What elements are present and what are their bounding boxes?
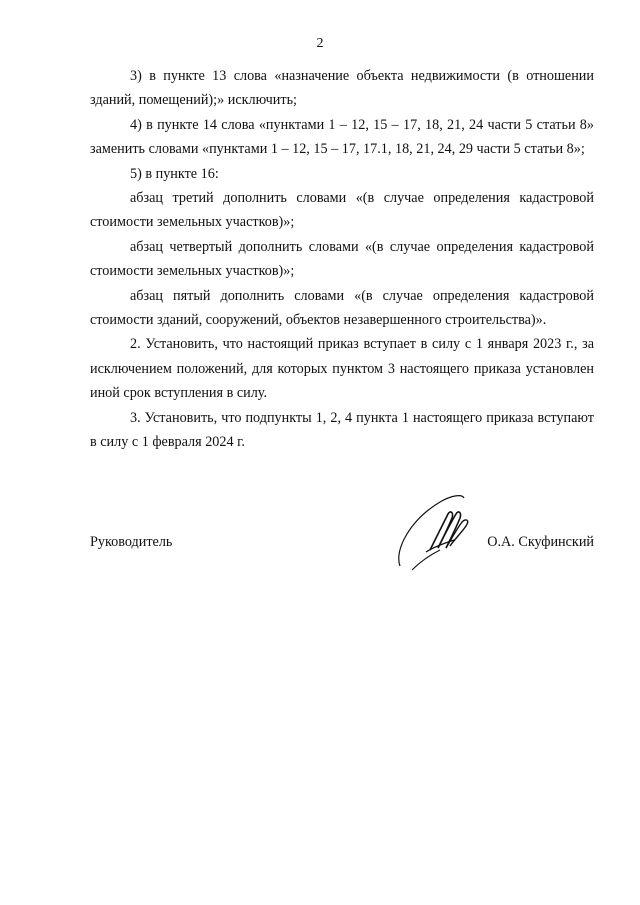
paragraph-abzac-3: абзац третий дополнить словами «(в случае определения кадастровой стоимости земельных участков)»;	[90, 190, 594, 231]
paragraph-abzac-5: абзац пятый дополнить словами «(в случае определения кадастровой стоимости зданий, сооружений, объектов незавершенного строительства)».	[90, 287, 594, 329]
page-number: 2	[316, 36, 324, 51]
document-body	[90, 64, 594, 455]
signer-name: О.А. Скуфинский	[487, 534, 594, 550]
paragraph-item-5: 5) в пункте 16:	[130, 165, 219, 182]
signature-block	[0, 490, 640, 600]
handwritten-signature	[392, 490, 482, 574]
paragraph-item-3: 3) в пункте 13 слова «назначение объекта недвижимости (в отношении зданий, помещений);» исключить;	[90, 68, 594, 109]
paragraph-abzac-4: абзац четвертый дополнить словами «(в случае определения кадастровой стоимости земельных участков)»;	[90, 238, 594, 280]
signer-title: Руководитель	[90, 534, 173, 550]
paragraph-item-4: 4) в пункте 14 слова «пунктами 1 – 12, 15 – 17, 18, 21, 24 части 5 статьи 8» заменить словами «пунктами 1 – 12, 15 – 17, 17.1, 18, 21, 24, 29 части 5 статьи 8»;	[90, 116, 594, 158]
paragraph-clause-3: 3. Установить, что подпункты 1, 2, 4 пункта 1 настоящего приказа вступают в силу с 1 февраля 2024 г.	[90, 409, 594, 451]
paragraph-clause-2: 2. Установить, что настоящий приказ вступает в силу с 1 января 2023 г., за исключением положений, для которых пунктом 3 настоящего приказа установлен иной срок вступления в силу.	[90, 336, 594, 402]
